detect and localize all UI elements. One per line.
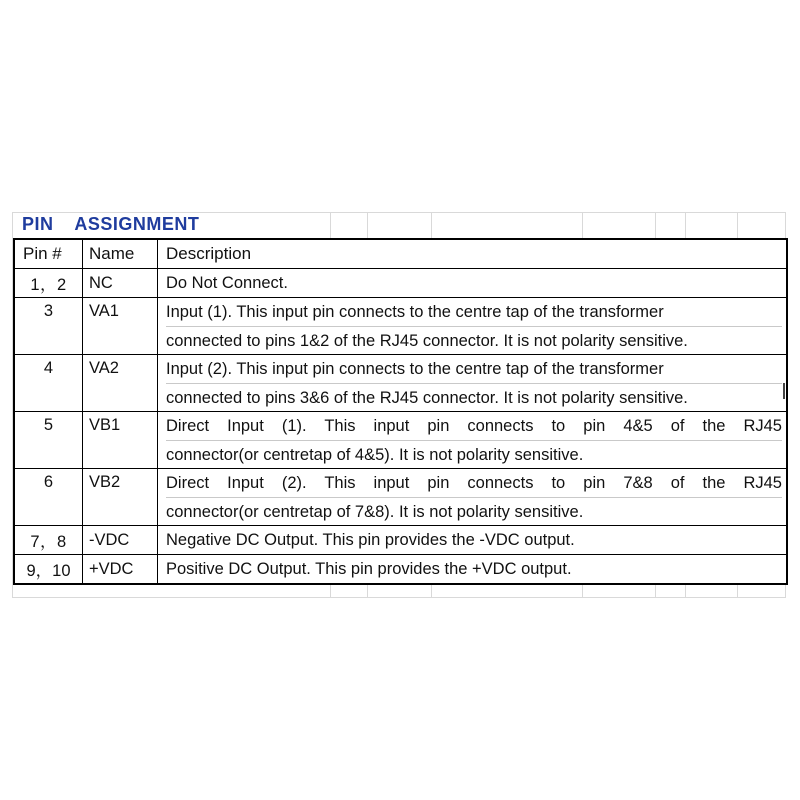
description-line: connected to pins 1&2 of the RJ45 connector. It is not polarity sensitive. [166, 331, 688, 350]
pin-number: 6 [15, 469, 83, 525]
grid-line [12, 597, 786, 598]
description-line: Direct Input (2). This input pin connects to pin 7&8 of the RJ45 [166, 469, 782, 498]
page-title: PIN ASSIGNMENT [22, 214, 200, 234]
table-row [15, 469, 786, 526]
description-line: connector(or centretap of 4&5). It is not polarity sensitive. [166, 445, 584, 464]
pin-name: -VDC [83, 526, 158, 554]
table-row [15, 412, 786, 469]
pin-number: 7，8 [15, 526, 83, 554]
pin-description: Do Not Connect. [166, 273, 288, 292]
header-name: Name [83, 240, 158, 268]
pin-assignment-table [13, 238, 788, 585]
table-row [15, 526, 786, 555]
header-pin: Pin # [15, 240, 83, 268]
pin-description [158, 469, 786, 525]
description-line: Input (2). This input pin connects to the centre tap of the transformer [166, 355, 782, 384]
pin-number: 9，10 [15, 555, 83, 583]
pin-number: 5 [15, 412, 83, 468]
pin-number: 3 [15, 298, 83, 354]
pin-description: Negative DC Output. This pin provides the -VDC output. [166, 530, 575, 549]
edge-marker [783, 383, 785, 399]
table-header-row [15, 240, 786, 269]
description-line: Direct Input (1). This input pin connects to pin 4&5 of the RJ45 [166, 412, 782, 441]
table-row [15, 355, 786, 412]
pin-name: VA1 [83, 298, 158, 354]
grid-line [12, 212, 786, 213]
pin-name: NC [83, 269, 158, 297]
table-row [15, 298, 786, 355]
pin-number: 1，2 [15, 269, 83, 297]
pin-name: VB2 [83, 469, 158, 525]
description-line: Input (1). This input pin connects to the centre tap of the transformer [166, 298, 782, 327]
pin-name: +VDC [83, 555, 158, 583]
header-description: Description [166, 244, 252, 263]
pin-name: VB1 [83, 412, 158, 468]
description-line: connector(or centretap of 7&8). It is not polarity sensitive. [166, 502, 584, 521]
pin-description [158, 298, 786, 354]
pin-description: Positive DC Output. This pin provides the +VDC output. [166, 559, 572, 578]
table-row [15, 269, 786, 298]
pin-name: VA2 [83, 355, 158, 411]
pin-number: 4 [15, 355, 83, 411]
table-row [15, 555, 786, 583]
description-line: connected to pins 3&6 of the RJ45 connector. It is not polarity sensitive. [166, 388, 688, 407]
pin-description [158, 355, 786, 411]
pin-description [158, 412, 786, 468]
